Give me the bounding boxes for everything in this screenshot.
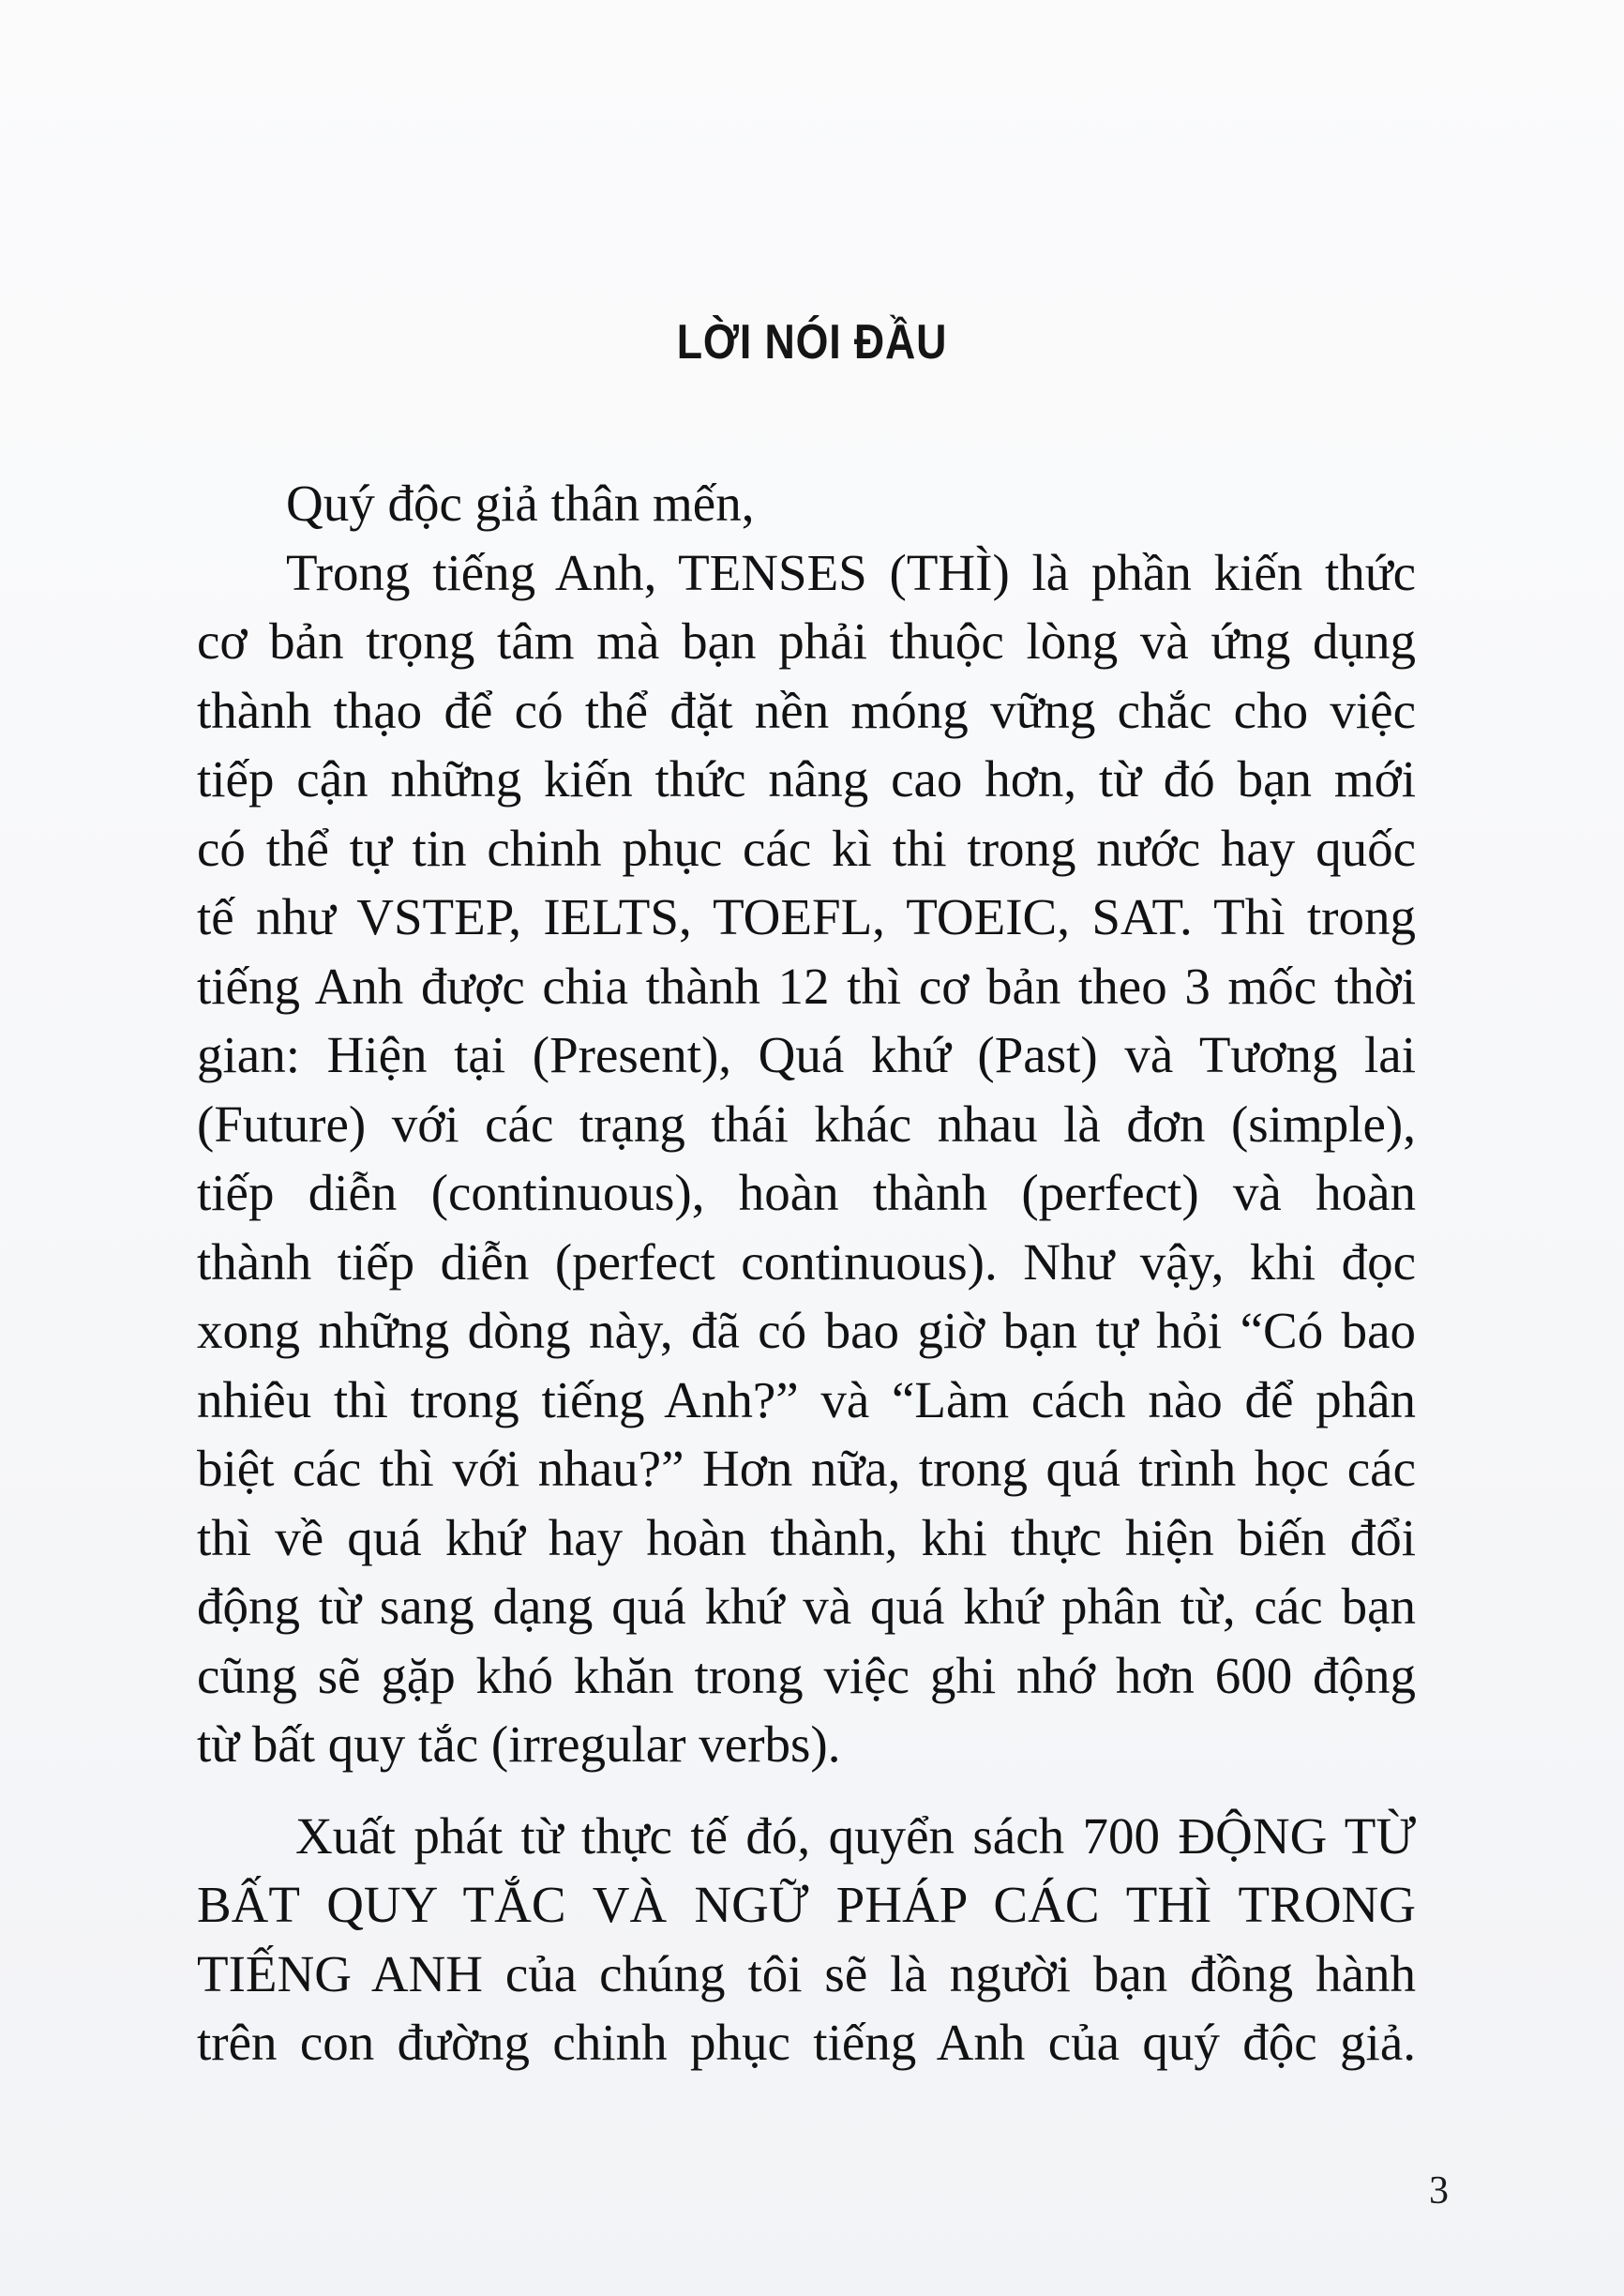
- paragraph-1-line: cơ bản trọng tâm mà bạn phải thuộc lòng và ứng dụng: [197, 612, 1416, 670]
- page-number: 3: [1429, 2169, 1449, 2213]
- paragraph-2: [197, 1802, 1416, 2077]
- paragraph-2-line: trên con đường chinh phục tiếng Anh của quý độc giả.: [197, 2014, 1416, 2071]
- paragraph-1-line: (Future) với các trạng thái khác nhau là đơn (simple),: [197, 1095, 1416, 1153]
- paragraph-spacer: [197, 1779, 1416, 1802]
- paragraph-1: [197, 538, 1416, 1779]
- paragraph-1-line: tế như VSTEP, IELTS, TOEFL, TOEIC, SAT. Thì trong: [197, 888, 1416, 945]
- paragraph-2-line: BẤT QUY TẮC VÀ NGỮ PHÁP CÁC THÌ TRONG: [197, 1876, 1416, 1933]
- page-title: LỜI NÓI ĐẦU: [676, 315, 948, 370]
- greeting-line: Quý độc giả thân mến,: [286, 475, 755, 532]
- paragraph-1-line: tiếp diễn (continuous), hoàn thành (perfect) và hoàn: [197, 1164, 1416, 1221]
- paragraph-2-line: Xuất phát từ thực tế đó, quyển sách 700 ĐỘNG TỪ: [295, 1806, 1416, 1865]
- paragraph-1-line: thành thạo để có thể đặt nền móng vững chắc cho việc: [197, 681, 1416, 739]
- paragraph-1-line: thành tiếp diễn (perfect continuous). Như vậy, khi đọc: [197, 1232, 1416, 1291]
- paragraph-1-line: nhiêu thì trong tiếng Anh?” và “Làm cách nào để phân: [197, 1370, 1416, 1428]
- paragraph-1-line: gian: Hiện tại (Present), Quá khứ (Past) và Tương lai: [197, 1026, 1416, 1083]
- paragraph-1-line: có thể tự tin chinh phục các kì thi trong nước hay quốc: [197, 819, 1416, 877]
- paragraph-1-line: biệt các thì với nhau?” Hơn nữa, trong quá trình học các: [197, 1440, 1416, 1497]
- paragraph-1-line: Trong tiếng Anh, TENSES (THÌ) là phần kiến thức: [286, 543, 1416, 601]
- paragraph-1-line: thì về quá khứ hay hoàn thành, khi thực hiện biến đổi: [197, 1508, 1416, 1566]
- paragraph-2-line: TIẾNG ANH của chúng tôi sẽ là người bạn đồng hành: [197, 1944, 1416, 2002]
- preface-body: [197, 469, 1416, 2077]
- paragraph-1-line: cũng sẽ gặp khó khăn trong việc ghi nhớ hơn 600 động: [197, 1646, 1416, 1704]
- paragraph-1-line: từ bất quy tắc (irregular verbs).: [197, 1715, 841, 1773]
- paragraph-1-line: tiếp cận những kiến thức nâng cao hơn, từ đó bạn mới: [197, 750, 1416, 808]
- paragraph-1-line: tiếng Anh được chia thành 12 thì cơ bản theo 3 mốc thời: [197, 957, 1416, 1015]
- paragraph-1-line: xong những dòng này, đã có bao giờ bạn tự hỏi “Có bao: [197, 1302, 1416, 1359]
- paragraph-1-line: động từ sang dạng quá khứ và quá khứ phân từ, các bạn: [197, 1578, 1416, 1635]
